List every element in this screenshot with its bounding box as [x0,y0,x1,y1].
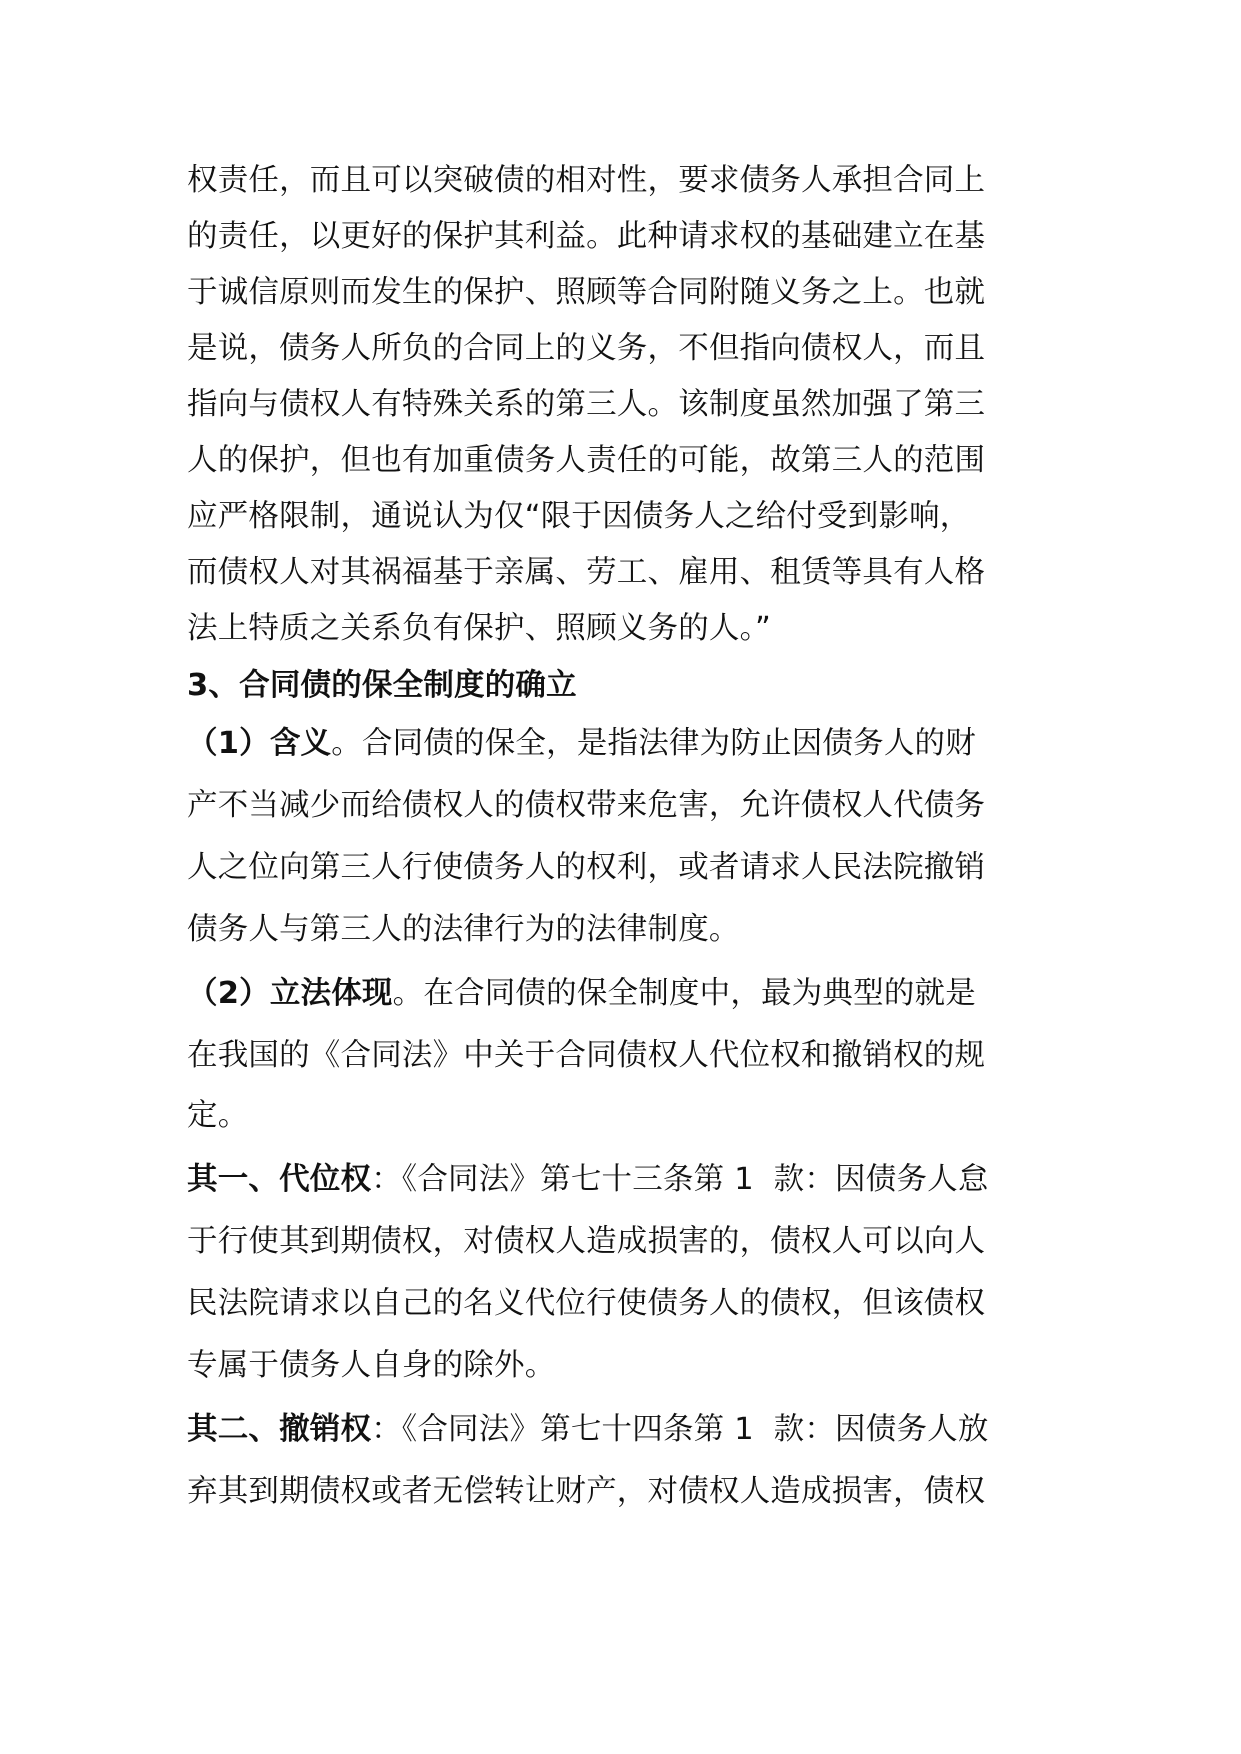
paragraph-line: 债务人与第三人的法律行为的法律制度。 [187,912,740,947]
paragraph-line: 指向与债权人有特殊关系的第三人。该制度虽然加强了第三 [187,387,986,422]
paragraph-line: （2）立法体现。在合同债的保全制度中，最为典型的就是 [187,976,976,1011]
paragraph-line: 权责任，而且可以突破债的相对性，要求债务人承担合同上 [187,163,986,198]
paragraph-line: 于行使其到期债权，对债权人造成损害的，债权人可以向人 [187,1224,986,1259]
paragraph-line: 法上特质之关系负有保护、照顾义务的人。” [187,611,772,646]
paragraph-line: 人之位向第三人行使债务人的权利，或者请求人民法院撤销 [187,850,986,885]
paragraph-lead: 其一、代位权 [187,1162,372,1197]
paragraph-lead: （2）立法体现 [187,976,393,1011]
paragraph-lead: （1）含义 [187,726,332,761]
paragraph-line: 的责任，以更好的保护其利益。此种请求权的基础建立在基 [187,219,986,254]
paragraph-line: 定。 [187,1098,249,1133]
section-heading: 3、合同债的保全制度的确立 [187,668,577,703]
paragraph-line: 民法院请求以自己的名义代位行使债务人的债权，但该债权 [187,1286,986,1321]
document-body [187,150,1067,1511]
paragraph-lead: 其二、撤销权 [187,1412,372,1447]
paragraph-line: （1）含义。合同债的保全，是指法律为防止因债务人的财 [187,726,976,761]
paragraph-line: 其二、撤销权：《合同法》第七十四条第 1 款：因债务人放 [187,1412,989,1447]
paragraph-line: 而债权人对其祸福基于亲属、劳工、雇用、租赁等具有人格 [187,555,986,590]
paragraph-line: 产不当减少而给债权人的债权带来危害，允许债权人代债务 [187,788,986,823]
paragraph-line: 在我国的《合同法》中关于合同债权人代位权和撤销权的规 [187,1038,986,1073]
paragraph-line: 应严格限制，通说认为仅“限于因债务人之给付受到影响， [187,499,971,534]
paragraph-line: 于诚信原则而发生的保护、照顾等合同附随义务之上。也就 [187,275,986,310]
paragraph-line: 弃其到期债权或者无偿转让财产，对债权人造成损害，债权 [187,1474,986,1509]
paragraph-line: 人的保护，但也有加重债务人责任的可能，故第三人的范围 [187,443,986,478]
paragraph-line: 专属于债务人自身的除外。 [187,1348,556,1383]
paragraph-line: 其一、代位权：《合同法》第七十三条第 1 款：因债务人怠 [187,1162,989,1197]
paragraph-line: 是说，债务人所负的合同上的义务，不但指向债权人，而且 [187,331,986,366]
